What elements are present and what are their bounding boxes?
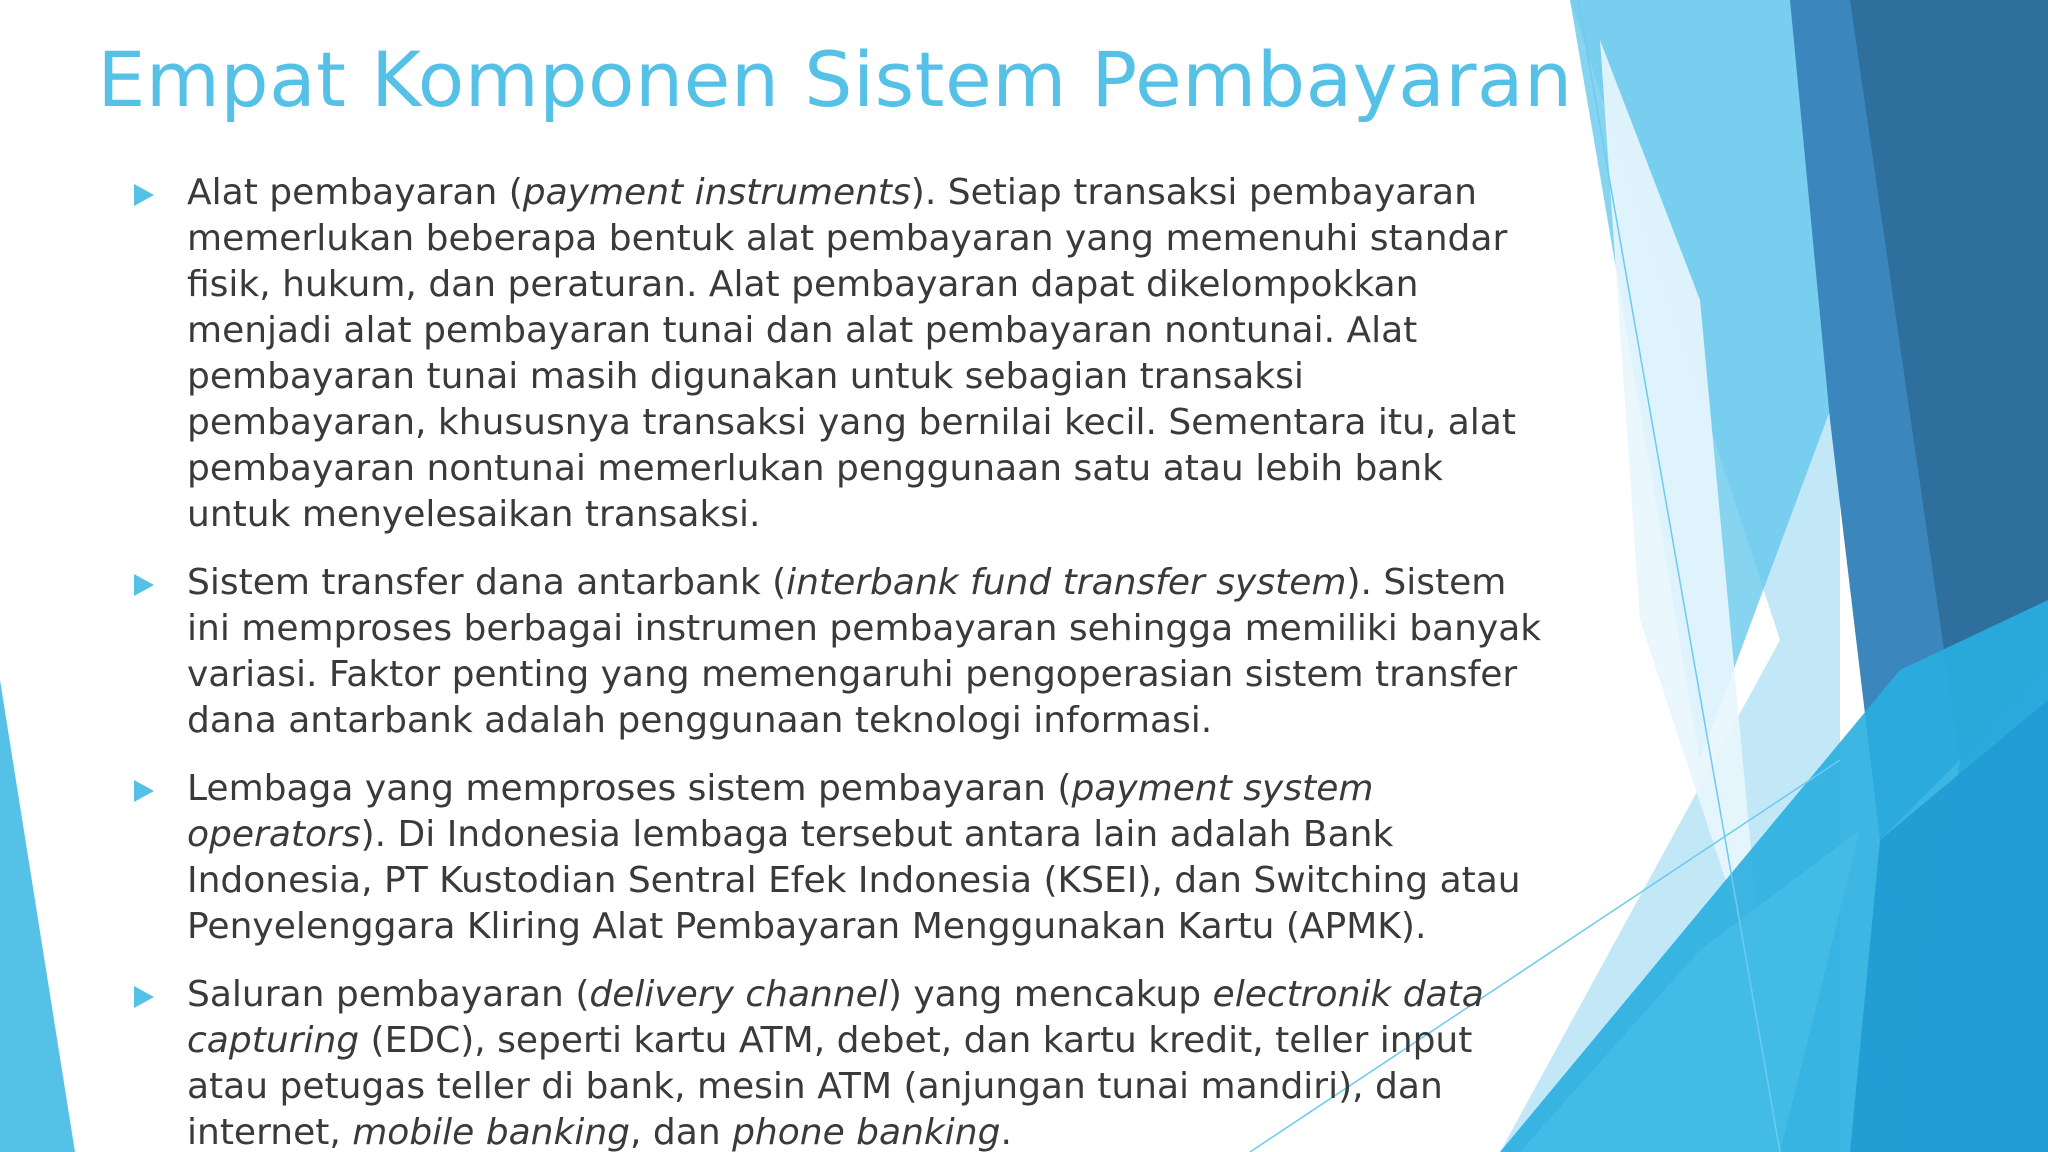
bullet-text: (EDC), seperti kartu ATM, debet, dan kartu kredit, teller input atau petugas teller di bank, mesin ATM (anjungan tunai mandiri), dan internet, — [187, 1020, 1473, 1152]
triangle-arrow-icon — [134, 184, 154, 206]
bullet-text-italic: interbank fund transfer system — [786, 562, 1347, 603]
bullet-text: , dan — [630, 1112, 733, 1152]
bullet-item — [132, 972, 1552, 1152]
bullet-text: Sistem transfer dana antarbank ( — [187, 562, 787, 603]
bullet-item — [132, 170, 1552, 538]
bullet-text: . — [1000, 1112, 1012, 1152]
bullet-text-italic: mobile banking — [352, 1112, 631, 1152]
bullet-text-italic: electronik data capturing — [187, 974, 1484, 1061]
bullet-text: Alat pembayaran ( — [187, 172, 523, 213]
bullet-text-italic: phone banking — [732, 1112, 1001, 1152]
bullet-text-italic: payment system operators — [187, 768, 1374, 855]
triangle-arrow-icon — [134, 986, 154, 1008]
bullet-text-italic: delivery channel — [589, 974, 888, 1015]
triangle-arrow-icon — [134, 574, 154, 596]
bullet-text: ) yang mencakup — [887, 974, 1213, 1015]
bullet-text: Lembaga yang memproses sistem pembayaran ( — [187, 768, 1072, 809]
slide-title: Empat Komponen Sistem Pembayaran — [97, 35, 1573, 124]
bullet-text: ). Sistem ini memproses berbagai instrumen pembayaran sehingga memiliki banyak variasi. Faktor penting yang memengaruhi pengoperasian sistem transfer dana antarbank adalah penggunaan teknologi informasi. — [187, 562, 1542, 741]
bullet-text: ). Di Indonesia lembaga tersebut antara lain adalah Bank Indonesia, PT Kustodian Sentral Efek Indonesia (KSEI), dan Switching atau Penyelenggara Kliring Alat Pembayaran Menggunakan Kartu (APMK). — [187, 814, 1521, 947]
bullet-item — [132, 560, 1552, 744]
deco-shape-left — [0, 680, 75, 1152]
bullet-text: ). Setiap transaksi pembayaran memerlukan beberapa bentuk alat pembayaran yang memenuhi standar fisik, hukum, dan peraturan. Alat pembayaran dapat dikelompokkan menjadi alat pembayaran tunai dan alat pembayaran nontunai. Alat pembayaran tunai masih digunakan untuk sebagian transaksi pembayaran, khususnya transaksi yang bernilai kecil. Sementara itu, alat pembayaran nontunai memerlukan penggunaan satu atau lebih bank untuk menyelesaikan transaksi. — [187, 172, 1516, 535]
bullet-list — [132, 170, 1552, 1152]
bullet-text: Saluran pembayaran ( — [187, 974, 590, 1015]
bullet-item — [132, 766, 1552, 950]
triangle-arrow-icon — [134, 780, 154, 802]
bullet-text-italic: payment instruments — [522, 172, 911, 213]
